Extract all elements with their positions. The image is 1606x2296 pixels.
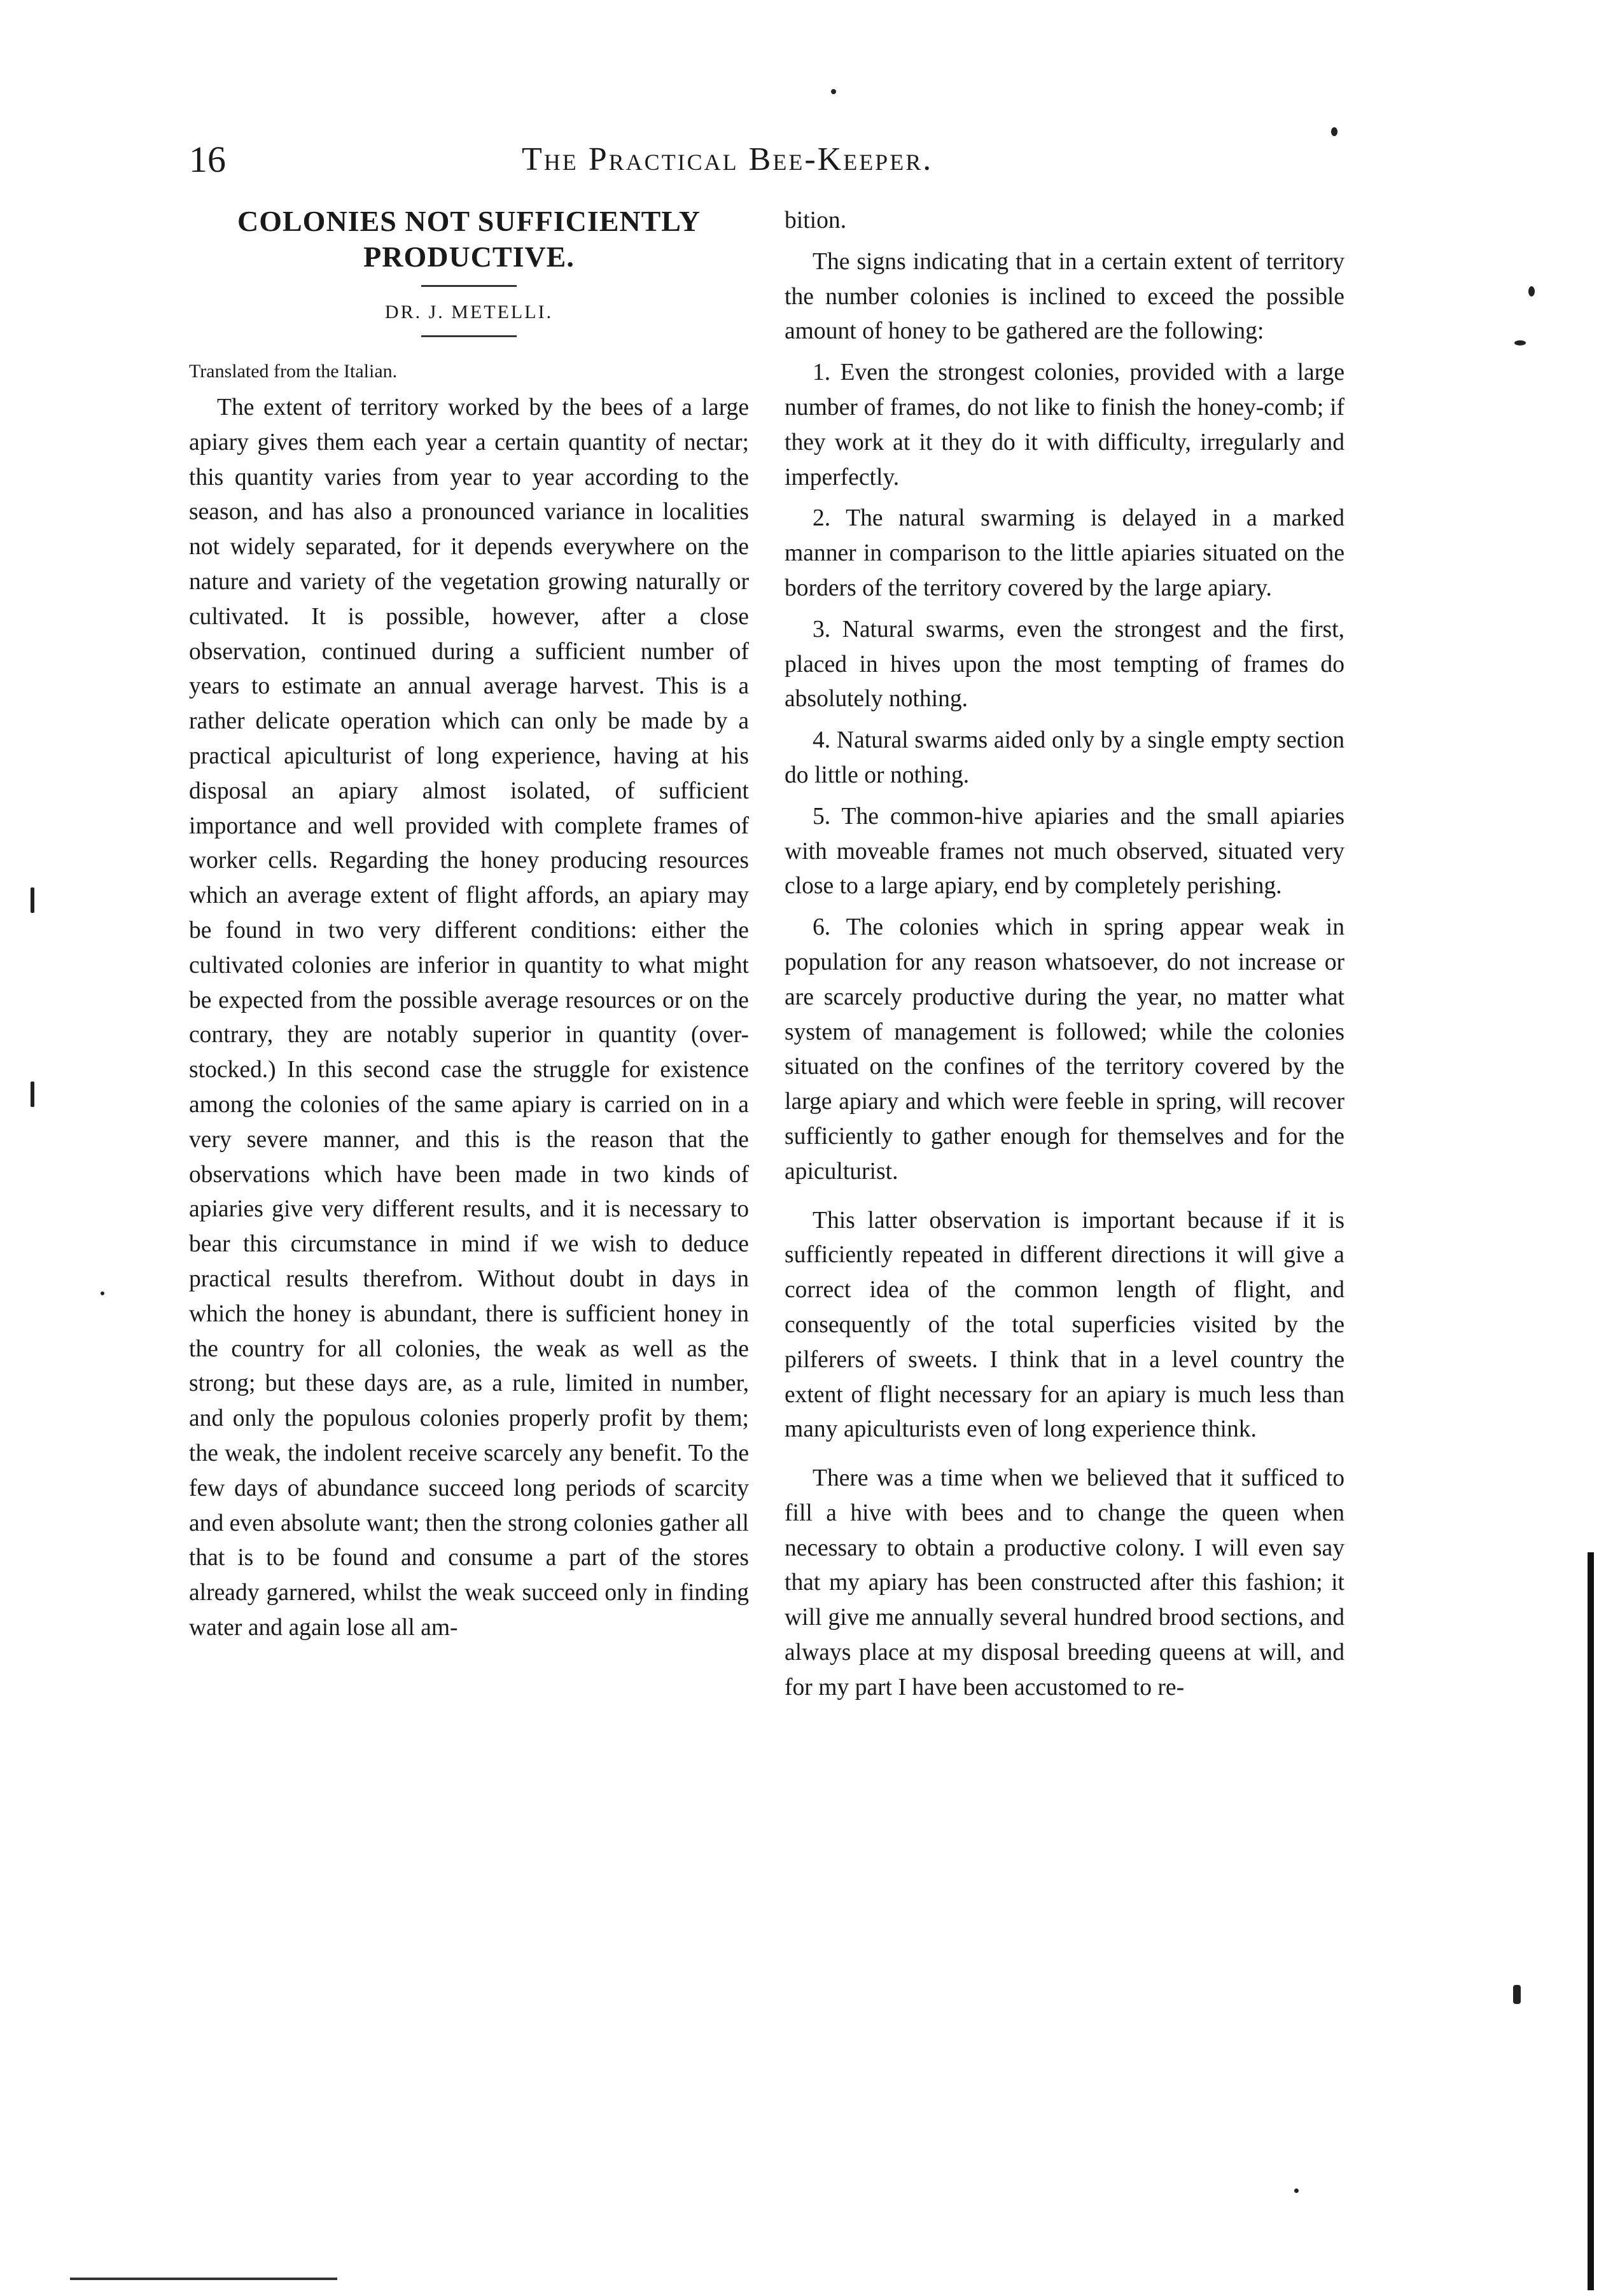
scan-speck — [1513, 1985, 1521, 2004]
right-column — [785, 204, 1344, 1712]
scan-speck — [1514, 340, 1526, 345]
footer-smudge — [70, 2278, 337, 2280]
article-title-line2: PRODUCTIVE. — [363, 240, 575, 273]
body-paragraph: There was a time when we believed that it sufficed to fill a hive with bees and to change the queen when necessary to obtain a productive colony. I will even say that my apiary has been constructed after this fashion; it will give me annually several hundred brood sections, and always place at my disposal breeding queens at will, and for my part I have been accustomed to re- — [785, 1465, 1344, 1701]
running-head: The Practical Bee-Keeper. — [522, 141, 933, 177]
title-divider — [421, 285, 517, 287]
left-column — [189, 204, 749, 1652]
page-edge-line — [1588, 1552, 1594, 2290]
scan-speck — [31, 1082, 34, 1107]
scan-speck — [1331, 127, 1337, 136]
scan-speck — [31, 887, 34, 913]
translation-note: Translated from the Italian. — [189, 361, 398, 382]
scan-speck — [1294, 2188, 1299, 2193]
list-item-3: 3. Natural swarms, even the strongest and the first, placed in hives upon the most tempting of frames do absolutely nothing. — [785, 616, 1344, 713]
scan-speck — [1528, 286, 1535, 296]
body-paragraph: bition. — [785, 207, 847, 233]
author-divider — [421, 335, 517, 337]
list-item-4: 4. Natural swarms aided only by a single empty section do little or nothing. — [785, 727, 1344, 788]
list-item-1: 1. Even the strongest colonies, provided with a large number of frames, do not like to finish the honey-comb; if they work at it they do it with difficulty, irregularly and imperfectly. — [785, 359, 1344, 491]
article-author: DR. J. METELLI. — [384, 302, 554, 323]
scan-speck — [101, 1291, 104, 1295]
body-paragraph: This latter observation is important because if it is sufficiently repeated in different directions it will give a correct idea of the common length of flight, and consequently of the total superficies visited by the pilferers of sweets. I think that in a level country the extent of flight necessary for an apiary is much less than many apiculturists even of long experience think. — [785, 1207, 1344, 1443]
list-item-2: 2. The natural swarming is delayed in a marked manner in comparison to the little apiaries situated on the borders of the territory covered by the large apiary. — [785, 505, 1344, 601]
list-item-5: 5. The common-hive apiaries and the small apiaries with moveable frames not much observed, situated very close to a large apiary, end by completely perishing. — [785, 803, 1344, 900]
article-title-line1: COLONIES NOT SUFFICIENTLY — [237, 205, 701, 237]
page-number: 16 — [189, 139, 226, 180]
body-paragraph: The extent of territory worked by the bees of a large apiary gives them each year a certain quantity of nectar; this quantity varies from year to year according to the season, and has also a pronounced variance in localities not widely separated, for it depends everywhere on the nature and variety of the vegetation growing naturally or cultivated. It is possible, however, after a close observation, continued during a sufficient number of years to estimate an annual average harvest. This is a rather delicate operation which can only be made by a practical apiculturist of long experience, having at his disposal an apiary almost isolated, of sufficient importance and well provided with complete frames of worker cells. Regarding the honey producing resources which an average extent of flight affords, an apiary may be found in two very different conditions: either the cultivated colonies are inferior in quantity to what might be expected from the possible average resources or on the contrary, they are notably superior in quantity (over-stocked.) In this second case the struggle for existence among the colonies of the same apiary is carried on in a very severe manner, and this is the reason that the observations which have been made in two kinds of apiaries give very different results, and it is necessary to bear this circumstance in mind if we wish to deduce practical results therefrom. Without doubt in days in which the honey is abundant, there is sufficient honey in the country for all colonies, the weak as well as the strong; but these days are, as a rule, limited in number, and only the populous colonies properly profit by them; the weak, the indolent receive scarcely any benefit. To the few days of abundance succeed long periods of scarcity and even absolute want; then the strong colonies gather all that is to be found and consume a part of the stores already garnered, whilst the weak succeed only in finding water and again lose all am- — [189, 394, 749, 1641]
scan-speck — [831, 89, 836, 94]
list-item-6: 6. The colonies which in spring appear weak in population for any reason whatsoever, do not increase or are scarcely productive during the year, no matter what system of management is followed; while the colonies situated on the confines of the territory covered by the large apiary and which were feeble in spring, will recover sufficiently to gather enough for themselves and for the apiculturist. — [785, 914, 1344, 1185]
body-paragraph: The signs indicating that in a certain extent of territory the number colonies is inclined to exceed the possible amount of honey to be gathered are the following: — [785, 248, 1344, 345]
